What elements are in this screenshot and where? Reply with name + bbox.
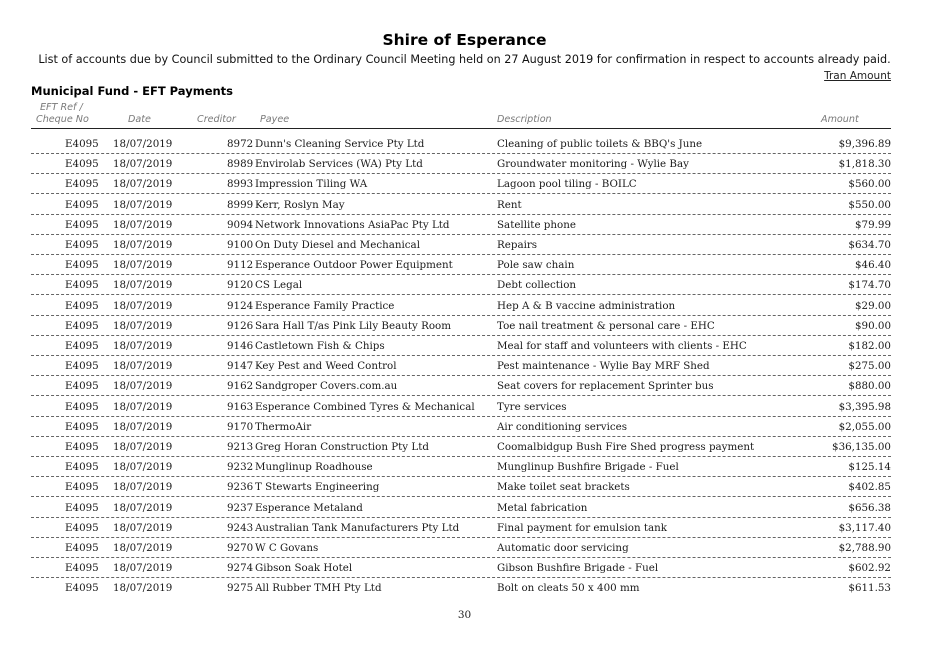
cell-creditor: 9232 xyxy=(227,461,254,474)
cell-creditor: 9213 xyxy=(227,441,254,453)
cell-date: 18/07/2019 xyxy=(113,138,173,150)
cell-date: 18/07/2019 xyxy=(113,299,173,312)
cell-creditor: 8999 xyxy=(227,198,254,211)
page-subtitle: List of accounts due by Council submitted to the Ordinary Council Meeting held on 27 August 2019 for confirmation in respect to accounts already paid. xyxy=(38,53,891,66)
cell-creditor: 8972 xyxy=(227,138,254,150)
cell-amount: $3,117.40 xyxy=(838,521,891,534)
cell-amount: $560.00 xyxy=(848,178,891,191)
table-row xyxy=(31,355,891,376)
cell-eft-ref: E4095 xyxy=(65,582,99,595)
cell-date: 18/07/2019 xyxy=(113,279,173,292)
cell-payee: Dunn's Cleaning Service Pty Ltd xyxy=(255,138,425,150)
cell-description: Automatic door servicing xyxy=(497,542,629,554)
cell-eft-ref: E4095 xyxy=(65,400,99,413)
table-row xyxy=(31,234,891,255)
cell-date: 18/07/2019 xyxy=(113,562,173,575)
cell-description: Cleaning of public toilets & BBQ's June xyxy=(497,138,703,150)
cell-description: Toe nail treatment & personal care - EHC xyxy=(497,319,715,332)
cell-creditor: 9112 xyxy=(227,259,254,272)
cell-date: 18/07/2019 xyxy=(113,441,173,453)
cell-creditor: 9162 xyxy=(227,380,254,393)
cell-amount: $1,818.30 xyxy=(838,158,891,171)
cell-eft-ref: E4095 xyxy=(65,441,99,453)
cell-amount: $2,788.90 xyxy=(838,542,891,554)
cell-eft-ref: E4095 xyxy=(65,420,99,433)
cell-amount: $550.00 xyxy=(848,198,891,211)
cell-date: 18/07/2019 xyxy=(113,582,173,595)
table-row xyxy=(31,375,891,396)
cell-creditor: 9243 xyxy=(227,521,254,534)
cell-date: 18/07/2019 xyxy=(113,259,173,272)
cell-eft-ref: E4095 xyxy=(65,279,99,292)
cell-date: 18/07/2019 xyxy=(113,360,173,373)
cell-creditor: 9147 xyxy=(227,360,254,373)
cell-amount: $174.70 xyxy=(848,279,891,292)
cell-date: 18/07/2019 xyxy=(113,400,173,413)
cell-eft-ref: E4095 xyxy=(65,461,99,474)
cell-description: Debt collection xyxy=(497,279,577,292)
cell-eft-ref: E4095 xyxy=(65,481,99,494)
cell-creditor: 9100 xyxy=(227,239,254,251)
cell-payee: T Stewarts Engineering xyxy=(255,481,380,494)
cell-creditor: 9236 xyxy=(227,481,254,494)
cell-description: Repairs xyxy=(497,239,538,251)
cell-date: 18/07/2019 xyxy=(113,158,173,171)
table-row xyxy=(31,436,891,457)
cell-creditor: 9094 xyxy=(227,218,254,231)
table-row xyxy=(31,173,891,194)
cell-eft-ref: E4095 xyxy=(65,319,99,332)
cell-amount: $182.00 xyxy=(848,340,891,352)
cell-payee: Esperance Combined Tyres & Mechanical xyxy=(255,400,475,413)
cell-amount: $880.00 xyxy=(848,380,891,393)
cell-amount: $402.85 xyxy=(848,481,891,494)
cell-date: 18/07/2019 xyxy=(113,340,173,352)
cell-description: Bolt on cleats 50 x 400 mm xyxy=(497,582,640,595)
header-date: Date xyxy=(128,114,151,125)
cell-amount: $79.99 xyxy=(854,218,891,231)
cell-amount: $3,395.98 xyxy=(838,400,891,413)
cell-description: Make toilet seat brackets xyxy=(497,481,630,494)
cell-eft-ref: E4095 xyxy=(65,218,99,231)
cell-amount: $2,055.00 xyxy=(838,420,891,433)
section-title: Municipal Fund - EFT Payments xyxy=(31,84,234,98)
table-row xyxy=(31,456,891,477)
table-row xyxy=(31,396,891,417)
cell-amount: $46.40 xyxy=(854,259,891,272)
table-row xyxy=(31,537,891,558)
header-divider xyxy=(31,128,891,129)
table-row xyxy=(31,315,891,336)
cell-date: 18/07/2019 xyxy=(113,239,173,251)
table-row xyxy=(31,577,891,597)
cell-amount: $125.14 xyxy=(848,461,891,474)
cell-payee: CS Legal xyxy=(255,279,303,292)
cell-eft-ref: E4095 xyxy=(65,198,99,211)
table-row xyxy=(31,517,891,538)
cell-creditor: 9237 xyxy=(227,501,254,514)
cell-payee: W C Govans xyxy=(255,542,319,554)
page-number: 30 xyxy=(457,609,472,621)
cell-creditor: 9124 xyxy=(227,299,254,312)
cell-amount: $656.38 xyxy=(848,501,891,514)
table-row xyxy=(31,133,891,154)
table-row xyxy=(31,214,891,235)
table-row xyxy=(31,557,891,578)
cell-eft-ref: E4095 xyxy=(65,380,99,393)
cell-date: 18/07/2019 xyxy=(113,319,173,332)
table-row xyxy=(31,335,891,356)
cell-date: 18/07/2019 xyxy=(113,481,173,494)
cell-payee: Gibson Soak Hotel xyxy=(255,562,353,575)
tran-amount-label: Tran Amount xyxy=(824,70,891,82)
cell-eft-ref: E4095 xyxy=(65,158,99,171)
table-row xyxy=(31,254,891,275)
cell-payee: Australian Tank Manufacturers Pty Ltd xyxy=(255,521,460,534)
cell-date: 18/07/2019 xyxy=(113,501,173,514)
cell-description: Seat covers for replacement Sprinter bus xyxy=(497,380,714,393)
table-row xyxy=(31,194,891,215)
cell-description: Air conditioning services xyxy=(497,420,628,433)
cell-amount: $9,396.89 xyxy=(838,138,891,150)
cell-amount: $602.92 xyxy=(848,562,891,575)
cell-description: Final payment for emulsion tank xyxy=(497,521,668,534)
cell-payee: All Rubber TMH Pty Ltd xyxy=(255,582,382,595)
header-ref-line1: EFT Ref / xyxy=(40,102,83,113)
cell-payee: Key Pest and Weed Control xyxy=(255,360,397,373)
table-row xyxy=(31,153,891,174)
cell-amount: $634.70 xyxy=(848,239,891,251)
cell-payee: Esperance Metaland xyxy=(255,501,363,514)
cell-eft-ref: E4095 xyxy=(65,259,99,272)
cell-date: 18/07/2019 xyxy=(113,218,173,231)
table-row xyxy=(31,295,891,316)
cell-eft-ref: E4095 xyxy=(65,521,99,534)
cell-creditor: 9163 xyxy=(227,400,254,413)
table-row xyxy=(31,274,891,295)
cell-creditor: 9146 xyxy=(227,340,254,352)
cell-payee: Greg Horan Construction Pty Ltd xyxy=(255,441,429,453)
cell-eft-ref: E4095 xyxy=(65,138,99,150)
cell-creditor: 9275 xyxy=(227,582,254,595)
cell-description: Tyre services xyxy=(497,400,567,413)
cell-description: Pole saw chain xyxy=(497,259,575,272)
cell-amount: $275.00 xyxy=(848,360,891,373)
cell-creditor: 8993 xyxy=(227,178,254,191)
cell-date: 18/07/2019 xyxy=(113,420,173,433)
cell-date: 18/07/2019 xyxy=(113,542,173,554)
cell-creditor: 9270 xyxy=(227,542,254,554)
cell-payee: Kerr, Roslyn May xyxy=(255,198,345,211)
cell-date: 18/07/2019 xyxy=(113,461,173,474)
cell-date: 18/07/2019 xyxy=(113,521,173,534)
cell-eft-ref: E4095 xyxy=(65,178,99,191)
cell-amount: $90.00 xyxy=(854,319,891,332)
cell-payee: Esperance Family Practice xyxy=(255,299,395,312)
cell-date: 18/07/2019 xyxy=(113,178,173,191)
cell-payee: Impression Tiling WA xyxy=(255,178,368,191)
cell-eft-ref: E4095 xyxy=(65,299,99,312)
cell-eft-ref: E4095 xyxy=(65,239,99,251)
header-ref-line2: Cheque No xyxy=(36,114,89,125)
cell-payee: ThermoAir xyxy=(255,420,312,433)
cell-creditor: 8989 xyxy=(227,158,254,171)
cell-creditor: 9170 xyxy=(227,420,254,433)
cell-payee: Sara Hall T/as Pink Lily Beauty Room xyxy=(255,319,451,332)
header-amount: Amount xyxy=(821,114,859,125)
header-creditor: Creditor xyxy=(197,114,236,125)
cell-payee: On Duty Diesel and Mechanical xyxy=(255,239,420,251)
cell-date: 18/07/2019 xyxy=(113,198,173,211)
header-payee: Payee xyxy=(260,114,290,125)
cell-description: Lagoon pool tiling - BOILC xyxy=(497,178,637,191)
table-row xyxy=(31,476,891,497)
cell-eft-ref: E4095 xyxy=(65,562,99,575)
cell-eft-ref: E4095 xyxy=(65,501,99,514)
cell-description: Satellite phone xyxy=(497,218,576,231)
cell-description: Hep A & B vaccine administration xyxy=(497,299,676,312)
cell-eft-ref: E4095 xyxy=(65,360,99,373)
cell-description: Pest maintenance - Wylie Bay MRF Shed xyxy=(497,360,710,373)
table-row xyxy=(31,416,891,437)
cell-description: Groundwater monitoring - Wylie Bay xyxy=(497,158,689,171)
cell-date: 18/07/2019 xyxy=(113,380,173,393)
cell-payee: Esperance Outdoor Power Equipment xyxy=(255,259,453,272)
cell-payee: Castletown Fish & Chips xyxy=(255,340,385,352)
cell-description: Munglinup Bushfire Brigade - Fuel xyxy=(497,461,679,474)
cell-payee: Sandgroper Covers.com.au xyxy=(255,380,398,393)
cell-creditor: 9120 xyxy=(227,279,254,292)
cell-description: Coomalbidgup Bush Fire Shed progress payment xyxy=(497,441,755,453)
cell-description: Metal fabrication xyxy=(497,501,588,514)
cell-description: Meal for staff and volunteers with clients - EHC xyxy=(497,340,747,352)
cell-amount: $36,135.00 xyxy=(832,441,891,453)
cell-description: Rent xyxy=(497,198,522,211)
cell-amount: $29.00 xyxy=(854,299,891,312)
cell-amount: $611.53 xyxy=(848,582,891,595)
cell-description: Gibson Bushfire Brigade - Fuel xyxy=(497,562,659,575)
page-title: Shire of Esperance xyxy=(382,31,547,49)
table-row xyxy=(31,497,891,518)
cell-creditor: 9274 xyxy=(227,562,254,575)
cell-payee: Envirolab Services (WA) Pty Ltd xyxy=(255,158,423,171)
header-description: Description xyxy=(497,114,552,125)
cell-payee: Munglinup Roadhouse xyxy=(255,461,373,474)
cell-eft-ref: E4095 xyxy=(65,340,99,352)
cell-creditor: 9126 xyxy=(227,319,254,332)
cell-payee: Network Innovations AsiaPac Pty Ltd xyxy=(255,218,450,231)
cell-eft-ref: E4095 xyxy=(65,542,99,554)
